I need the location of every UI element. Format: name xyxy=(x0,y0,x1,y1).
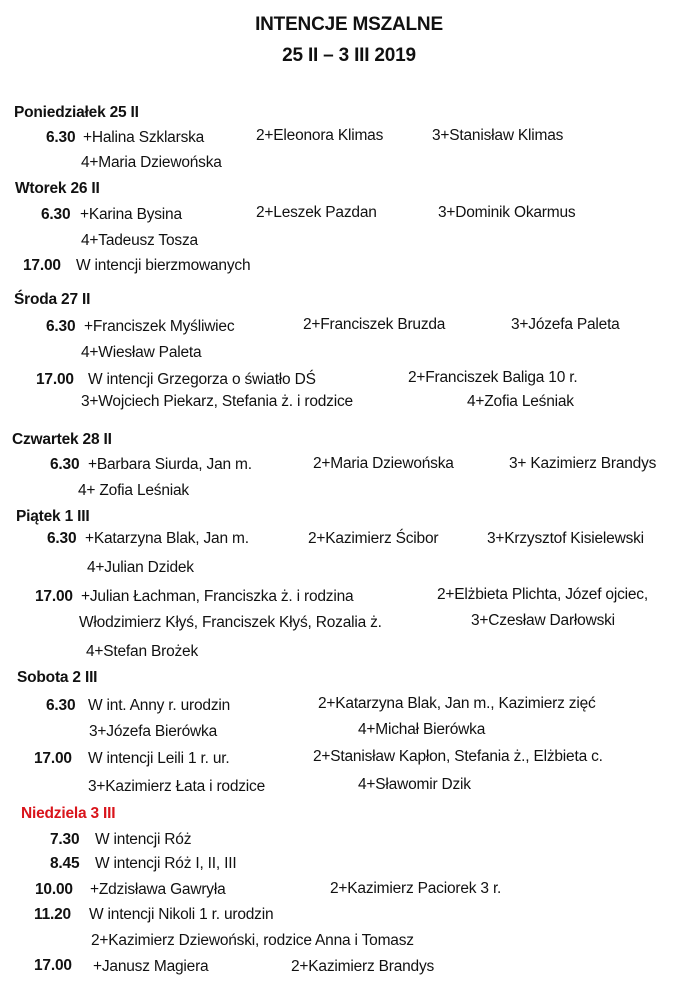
mass-time: 17.00 xyxy=(35,588,73,605)
intention: 2+Elżbieta Plichta, Józef ojciec, xyxy=(437,586,648,603)
mass-time: 10.00 xyxy=(35,881,73,898)
mass-time: 6.30 xyxy=(41,206,71,223)
intention: 3+Kazimierz Łata i rodzice xyxy=(88,778,266,795)
intention: +Barbara Siurda, Jan m. xyxy=(88,456,252,473)
intention: 4+Julian Dzidek xyxy=(87,559,194,576)
intention: +Karina Bysina xyxy=(80,206,182,223)
day-heading-sunday: Niedziela 3 III xyxy=(21,805,116,822)
intention: 4+ Zofia Leśniak xyxy=(78,482,189,499)
intention: 4+Maria Dziewońska xyxy=(81,154,222,171)
intention: 2+Kazimierz Paciorek 3 r. xyxy=(330,880,502,897)
intention: Włodzimierz Kłyś, Franciszek Kłyś, Rozalia ż. xyxy=(79,614,382,631)
mass-time: 11.20 xyxy=(34,906,71,923)
day-heading: Piątek 1 III xyxy=(16,508,90,525)
intention: W intencji Róż xyxy=(95,831,192,848)
intention: 3+Czesław Darłowski xyxy=(471,612,615,629)
mass-time: 6.30 xyxy=(46,129,76,146)
intention: 4+Stefan Brożek xyxy=(86,643,199,660)
intention: 3+Józefa Bierówka xyxy=(89,723,217,740)
intention: W intencji Nikoli 1 r. urodzin xyxy=(89,906,274,923)
mass-time: 6.30 xyxy=(46,697,76,714)
intention: 4+Tadeusz Tosza xyxy=(81,232,198,249)
intention: 2+Leszek Pazdan xyxy=(256,204,377,221)
intention: +Zdzisława Gawryła xyxy=(90,881,226,898)
intention: 2+Kazimierz Brandys xyxy=(291,958,435,975)
intention: 3+ Kazimierz Brandys xyxy=(509,455,657,472)
intention: +Julian Łachman, Franciszka ż. i rodzina xyxy=(81,588,354,605)
intention: W intencji Leili 1 r. ur. xyxy=(88,750,230,767)
mass-time: 17.00 xyxy=(23,257,61,274)
mass-time: 7.30 xyxy=(50,831,80,848)
day-heading: Środa 27 II xyxy=(14,291,91,308)
intention: 2+Maria Dziewońska xyxy=(313,455,454,472)
intention: 3+Stanisław Klimas xyxy=(432,127,564,144)
intention: 2+Stanisław Kapłon, Stefania ż., Elżbieta c. xyxy=(313,748,603,765)
mass-time: 6.30 xyxy=(46,318,76,335)
intention: 3+Józefa Paleta xyxy=(511,316,620,333)
day-heading: Czwartek 28 II xyxy=(12,431,112,448)
page-title: INTENCJE MSZALNE xyxy=(255,14,443,35)
intention: 2+Kazimierz Ścibor xyxy=(308,530,439,547)
intention: 2+Kazimierz Dziewoński, rodzice Anna i Tomasz xyxy=(91,932,414,949)
intention: 4+Michał Bierówka xyxy=(358,721,486,738)
intention: W int. Anny r. urodzin xyxy=(88,697,231,714)
intention: W intencji Grzegorza o światło DŚ xyxy=(88,371,316,388)
intention: 3+Wojciech Piekarz, Stefania ż. i rodzice xyxy=(81,393,353,410)
intention: 2+Franciszek Bruzda xyxy=(303,316,446,333)
intention: 2+Eleonora Klimas xyxy=(256,127,384,144)
mass-time: 17.00 xyxy=(34,957,72,974)
mass-time: 6.30 xyxy=(47,530,77,547)
intention: 2+Katarzyna Blak, Jan m., Kazimierz zięć xyxy=(318,695,596,712)
day-heading: Wtorek 26 II xyxy=(15,180,100,197)
intention: +Katarzyna Blak, Jan m. xyxy=(85,530,249,547)
mass-time: 6.30 xyxy=(50,456,80,473)
intention: 4+Wiesław Paleta xyxy=(81,344,202,361)
intention: 3+Dominik Okarmus xyxy=(438,204,576,221)
intention: +Franciszek Myśliwiec xyxy=(84,318,235,335)
intention: 2+Franciszek Baliga 10 r. xyxy=(408,369,578,386)
mass-time: 8.45 xyxy=(50,855,80,872)
intention: +Halina Szklarska xyxy=(83,129,205,146)
mass-time: 17.00 xyxy=(34,750,72,767)
intention: 4+Zofia Leśniak xyxy=(467,393,574,410)
intention: +Janusz Magiera xyxy=(93,958,209,975)
intention: W intencji bierzmowanych xyxy=(76,257,251,274)
intention: W intencji Róż I, II, III xyxy=(95,855,237,872)
mass-time: 17.00 xyxy=(36,371,74,388)
intention: 4+Sławomir Dzik xyxy=(358,776,471,793)
intention: 3+Krzysztof Kisielewski xyxy=(487,530,644,547)
date-range: 25 II – 3 III 2019 xyxy=(282,45,416,66)
day-heading: Poniedziałek 25 II xyxy=(14,104,139,121)
day-heading: Sobota 2 III xyxy=(17,669,98,686)
